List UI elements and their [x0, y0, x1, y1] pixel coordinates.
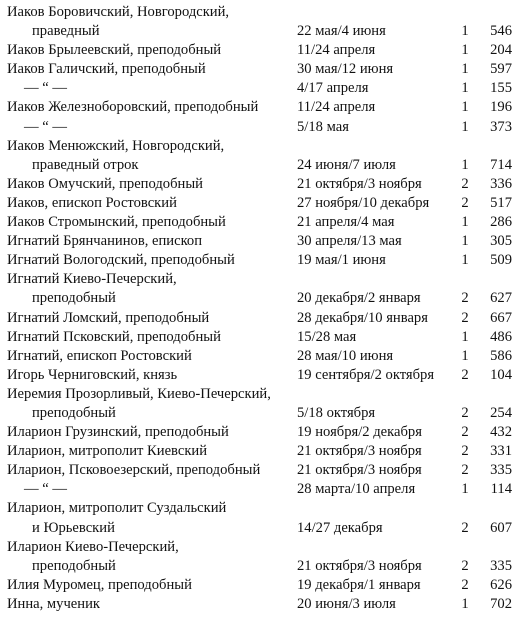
feast-date: 21 октября/3 ноября: [297, 557, 422, 574]
feast-date: 20 декабря/2 января: [297, 290, 421, 307]
saint-name: праведный: [32, 23, 100, 40]
saint-name: преподобный: [32, 557, 116, 574]
index-entry-row: [0, 538, 524, 557]
saint-name: Иеремия Прозорливый, Киево-Печерский,: [7, 385, 271, 402]
saint-name: Игнатий Киево-Печерский,: [7, 271, 177, 288]
index-entry-row: [0, 461, 524, 480]
index-entry-row: [0, 3, 524, 22]
page-number: 607: [490, 519, 512, 536]
index-entry-row: [0, 232, 524, 251]
saint-name: Игорь Черниговский, князь: [7, 366, 178, 383]
ditto-mark: — “ —: [24, 118, 67, 135]
page-number: 104: [490, 366, 512, 383]
page-number: 204: [490, 42, 512, 59]
feast-date: 27 ноября/10 декабря: [297, 194, 430, 211]
feast-date: 28 марта/10 апреля: [297, 481, 416, 498]
feast-date: 11/24 апреля: [297, 99, 376, 116]
saint-name: Илия Муромец, преподобный: [7, 576, 192, 593]
feast-date: 19 мая/1 июня: [297, 252, 386, 269]
saint-name: Игнатий Псковский, преподобный: [7, 328, 221, 345]
index-entry-row: [0, 328, 524, 347]
feast-date: 28 декабря/10 января: [297, 309, 428, 326]
page-number: 114: [490, 481, 512, 498]
index-entry-row: [0, 289, 524, 308]
saint-name: Иларион, митрополит Суздальский: [7, 500, 227, 517]
feast-date: 30 апреля/13 мая: [297, 233, 402, 250]
index-entry-row: [0, 480, 524, 499]
volume-number: 2: [461, 443, 469, 460]
feast-date: 19 сентября/2 октября: [297, 366, 435, 383]
saints-index-list: [0, 3, 524, 614]
volume-number: 1: [461, 252, 469, 269]
volume-number: 1: [461, 23, 469, 40]
index-entry-row: [0, 98, 524, 117]
feast-date: 21 октября/3 ноября: [297, 462, 422, 479]
page-number: 509: [490, 252, 512, 269]
page-number: 335: [490, 557, 512, 574]
feast-date: 24 июня/7 июля: [297, 156, 396, 173]
index-entry-row: [0, 385, 524, 404]
saint-name: Иларион Киево-Печерский,: [7, 538, 179, 555]
volume-number: 1: [461, 347, 469, 364]
volume-number: 2: [461, 309, 469, 326]
page-number: 486: [490, 328, 512, 345]
saint-name: Иаков Менюжский, Новгородский,: [7, 137, 225, 154]
saint-name: Иаков Боровичский, Новгородский,: [7, 4, 230, 20]
page-number: 286: [490, 214, 512, 231]
index-entry-row: [0, 595, 524, 614]
index-entry-row: [0, 442, 524, 461]
index-entry-row: [0, 118, 524, 137]
saint-name: Иаков Омучский, преподобный: [7, 175, 203, 192]
feast-date: 11/24 апреля: [297, 42, 376, 59]
saint-name: Иаков, епископ Ростовский: [7, 194, 177, 211]
volume-number: 2: [461, 462, 469, 479]
page-number: 305: [490, 233, 512, 250]
index-entry-row: [0, 156, 524, 175]
feast-date: 5/18 октября: [297, 404, 376, 421]
volume-number: 1: [461, 118, 469, 135]
volume-number: 2: [461, 424, 469, 441]
feast-date: 21 октября/3 ноября: [297, 175, 422, 192]
feast-date: 14/27 декабря: [297, 519, 383, 536]
saint-name: Иаков Железноборовский, преподобный: [7, 99, 259, 116]
index-entry-row: [0, 79, 524, 98]
page-number: 517: [490, 194, 512, 211]
feast-date: 21 апреля/4 мая: [297, 214, 395, 231]
volume-number: 1: [461, 156, 469, 173]
index-entry-row: [0, 366, 524, 385]
volume-number: 2: [461, 366, 469, 383]
feast-date: 19 ноября/2 декабря: [297, 424, 422, 441]
feast-date: 19 декабря/1 января: [297, 576, 421, 593]
index-entry-row: [0, 251, 524, 270]
feast-date: 30 мая/12 июня: [297, 61, 394, 78]
page-number: 546: [490, 23, 512, 40]
feast-date: 22 мая/4 июня: [297, 23, 386, 40]
feast-date: 5/18 мая: [297, 118, 349, 135]
feast-date: 15/28 мая: [297, 328, 357, 345]
saint-name: Иларион, Псковоезерский, преподобный: [7, 462, 261, 479]
volume-number: 1: [461, 328, 469, 345]
index-entry-row: [0, 213, 524, 232]
volume-number: 1: [461, 481, 469, 498]
feast-date: 4/17 апреля: [297, 80, 369, 97]
index-entry-row: [0, 557, 524, 576]
saint-name: Иларион Грузинский, преподобный: [7, 424, 229, 441]
index-entry-row: [0, 175, 524, 194]
volume-number: 1: [461, 214, 469, 231]
saint-name: Игнатий Ломский, преподобный: [7, 309, 210, 326]
page-number: 373: [490, 118, 512, 135]
page-number: 155: [490, 80, 512, 97]
index-entry-row: [0, 270, 524, 289]
saint-name: праведный отрок: [32, 156, 139, 173]
volume-number: 2: [461, 576, 469, 593]
volume-number: 1: [461, 233, 469, 250]
volume-number: 2: [461, 519, 469, 536]
volume-number: 1: [461, 42, 469, 59]
index-entry-row: [0, 41, 524, 60]
page-number: 331: [490, 443, 512, 460]
page-number: 586: [490, 347, 512, 364]
index-entry-row: [0, 519, 524, 538]
saint-name: Иаков Брылеевский, преподобный: [7, 42, 222, 59]
volume-number: 1: [461, 595, 469, 612]
index-entry-row: [0, 499, 524, 518]
volume-number: 1: [461, 61, 469, 78]
feast-date: 28 мая/10 июня: [297, 347, 394, 364]
saint-name: преподобный: [32, 290, 116, 307]
page-number: 335: [490, 462, 512, 479]
index-entry-row: [0, 60, 524, 79]
page-number: 597: [490, 61, 512, 78]
volume-number: 1: [461, 80, 469, 97]
volume-number: 1: [461, 99, 469, 116]
saint-name: преподобный: [32, 404, 116, 421]
page-number: 196: [490, 99, 512, 116]
page-number: 667: [490, 309, 512, 326]
page-number: 627: [490, 290, 512, 307]
page-number: 254: [490, 404, 512, 421]
saint-name: Иаков Стромынский, преподобный: [7, 214, 226, 231]
feast-date: 20 июня/3 июля: [297, 595, 396, 612]
saint-name: Иларион, митрополит Киевский: [7, 443, 208, 460]
page-number: 432: [490, 424, 512, 441]
volume-number: 2: [461, 290, 469, 307]
volume-number: 2: [461, 194, 469, 211]
saint-name: Игнатий Вологодский, преподобный: [7, 252, 235, 269]
index-entry-row: [0, 347, 524, 366]
index-entry-row: [0, 423, 524, 442]
page-number: 626: [490, 576, 512, 593]
page-number: 714: [490, 156, 512, 173]
volume-number: 2: [461, 175, 469, 192]
saint-name: Инна, мученик: [7, 595, 100, 612]
index-entry-row: [0, 194, 524, 213]
index-entry-row: [0, 576, 524, 595]
index-entry-row: [0, 404, 524, 423]
ditto-mark: — “ —: [24, 481, 67, 498]
saint-name: Игнатий, епископ Ростовский: [7, 347, 192, 364]
index-entry-row: [0, 137, 524, 156]
page-number: 336: [490, 175, 512, 192]
feast-date: 21 октября/3 ноября: [297, 443, 422, 460]
saint-name: и Юрьевский: [32, 519, 115, 536]
index-entry-row: [0, 309, 524, 328]
ditto-mark: — “ —: [24, 80, 67, 97]
saint-name: Иаков Галичский, преподобный: [7, 61, 206, 78]
volume-number: 2: [461, 557, 469, 574]
index-entry-row: [0, 22, 524, 41]
saint-name: Игнатий Брянчанинов, епископ: [7, 233, 203, 250]
volume-number: 2: [461, 404, 469, 421]
page-number: 702: [490, 595, 512, 612]
